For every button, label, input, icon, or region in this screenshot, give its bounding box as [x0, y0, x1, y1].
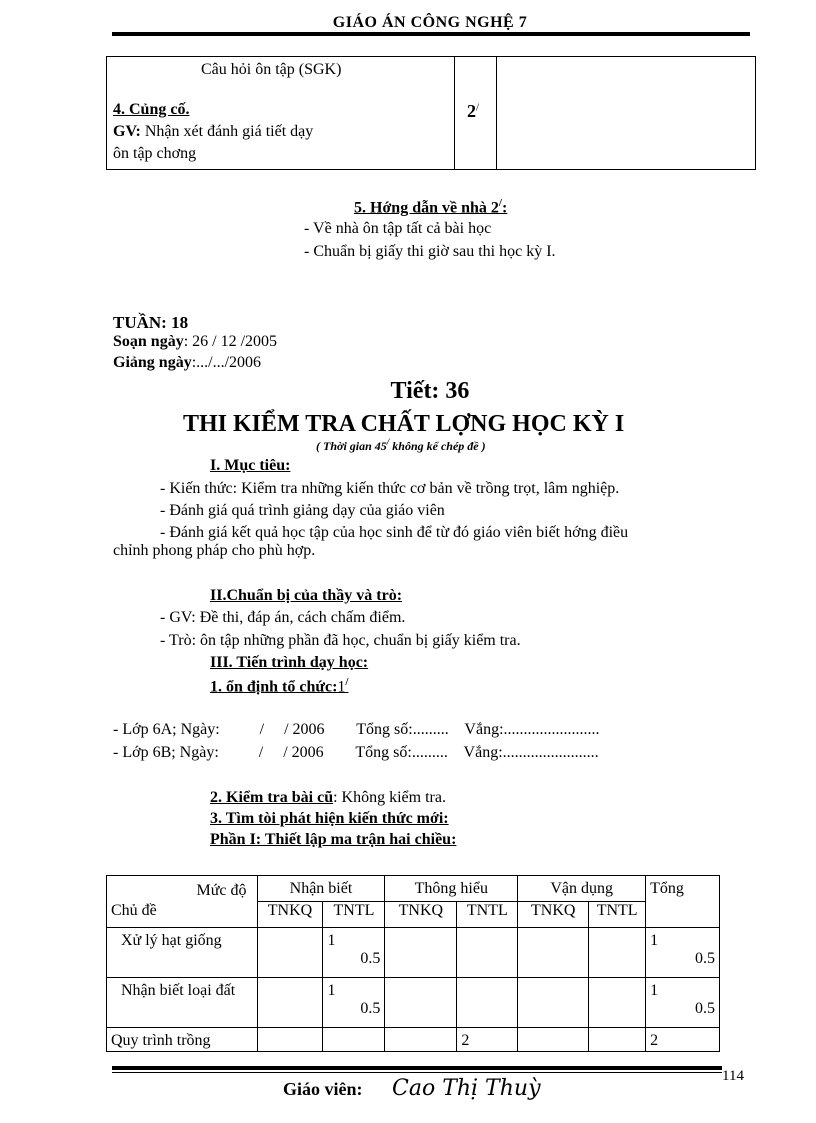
matrix-cell: [589, 928, 646, 978]
homework-heading: 5. Hớng dẫn về nhà 2/:: [354, 197, 508, 217]
homework-item-2: - Chuẩn bị giấy thi giờ sau thi học kỳ I.: [304, 243, 556, 260]
cell-score: 0.5: [360, 950, 381, 967]
page-number: 114: [722, 1068, 744, 1084]
matrix-topic: Quy trình trồng: [107, 1028, 258, 1052]
cell-count: 1: [327, 932, 336, 949]
header-rule: [112, 32, 750, 36]
matrix-row: [107, 978, 720, 1028]
matrix-topic: Xử lý hạt giống: [107, 928, 258, 978]
sub-header: TNTL: [323, 902, 385, 928]
cell-count: 1: [650, 982, 659, 999]
cell-count: 1: [327, 982, 336, 999]
objective-3: - Đánh giá kết quả học tập của học sinh để từ đó giáo viên biết hớng điều: [160, 524, 629, 541]
part-1-heading: Phần I: Thiết lập ma trận hai chiều:: [210, 831, 457, 848]
matrix-total: [646, 978, 720, 1028]
teacher-label: Giáo viên:: [283, 1079, 363, 1099]
preparation-heading: II.Chuẩn bị của thầy và trò:: [210, 587, 403, 604]
preparation-gv: - GV: Đề thi, đáp án, cách chấm điểm.: [160, 609, 406, 626]
lesson-subtitle: ( Thời gian 45/ không kể chép đề ): [316, 437, 486, 453]
matrix-corner: Mức độ Chủ đề: [107, 876, 258, 928]
matrix-cell: [323, 928, 385, 978]
objective-1: - Kiến thức: Kiểm tra những kiến thức cơ bản về trồng trọt, lâm nghiệp.: [160, 480, 620, 497]
group-apply: Vận dụng: [518, 876, 646, 902]
objective-3-cont: chỉnh phong pháp cho phù hợp.: [113, 542, 316, 559]
time-cell: 2/: [455, 57, 497, 170]
assessment-matrix: [106, 875, 720, 1052]
matrix-cell: [518, 978, 589, 1028]
notes-cell: [497, 57, 756, 170]
lesson-number: Tiết: 36: [390, 378, 470, 404]
lesson-title: THI KIỂM TRA CHẤT LỢNG HỌC KỲ I: [183, 411, 625, 437]
matrix-cell: [257, 978, 323, 1028]
homework-item-1: - Về nhà ôn tập tất cả bài học: [304, 220, 492, 237]
matrix-cell: [457, 978, 518, 1028]
sub-header: TNKQ: [385, 902, 457, 928]
matrix-total: [646, 928, 720, 978]
matrix-cell: [385, 928, 457, 978]
sub-header: TNKQ: [518, 902, 589, 928]
matrix-cell: [457, 928, 518, 978]
matrix-cell: 2: [457, 1028, 518, 1052]
cell-score: 0.5: [360, 1000, 381, 1017]
matrix-cell: [518, 928, 589, 978]
preparation-student: - Trò: ôn tập những phần đã học, chuẩn bị giấy kiểm tra.: [160, 632, 521, 649]
sub-header: TNTL: [457, 902, 518, 928]
step-1: 1. ổn định tổ chức:1/: [210, 676, 349, 696]
teacher-signature: Cao Thị Thuỳ: [392, 1076, 541, 1101]
cell-count: 1: [650, 932, 659, 949]
cell-score: 0.5: [695, 950, 715, 967]
total-header: Tổng: [646, 876, 720, 928]
class-6b-attendance: - Lớp 6B; Ngày: / / 2006 Tổng số:......... Vắng:........................: [113, 744, 599, 761]
matrix-cell: [323, 1028, 385, 1052]
matrix-cell: [257, 928, 323, 978]
matrix-row: [107, 1028, 720, 1052]
group-understand: Thông hiểu: [385, 876, 518, 902]
activity-cell: [107, 57, 455, 170]
step-3: 3. Tìm tòi phát hiện kiến thức mới:: [210, 810, 449, 827]
objective-2: - Đánh giá quá trình giảng dạy của giáo viên: [160, 502, 445, 519]
time-value: 2: [467, 101, 476, 121]
step-2: 2. Kiểm tra bài cũ: Không kiểm tra.: [210, 789, 446, 806]
matrix-cell: [589, 1028, 646, 1052]
cell-score: 0.5: [695, 1000, 715, 1017]
gv-comment: GV: Nhận xét đánh giá tiết dạy: [113, 123, 314, 140]
group-recognize: Nhận biết: [257, 876, 385, 902]
matrix-cell: [385, 978, 457, 1028]
running-header: GIÁO ÁN CÔNG NGHỆ 7: [332, 14, 528, 31]
footer-rule: [112, 1066, 722, 1070]
matrix-topic: Nhận biết loại đất: [107, 978, 258, 1028]
consolidation-heading: 4. Củng cố.: [113, 101, 190, 118]
matrix-cell: [385, 1028, 457, 1052]
gv-comment-cont: ôn tập chơng: [113, 145, 197, 162]
matrix-cell: [518, 1028, 589, 1052]
sub-header: TNTL: [589, 902, 646, 928]
matrix-cell: [589, 978, 646, 1028]
lesson-activity-table: [106, 56, 756, 170]
process-heading: III. Tiến trình dạy học:: [210, 654, 369, 671]
review-text: Câu hỏi ôn tập (SGK): [201, 61, 342, 78]
matrix-cell: [323, 978, 385, 1028]
objectives-heading: I. Mục tiêu:: [210, 457, 291, 474]
prepared-date: Soạn ngày: 26 / 12 /2005: [113, 333, 278, 350]
week-label: TUẦN: 18: [113, 313, 189, 332]
matrix-cell: [257, 1028, 323, 1052]
footer-rule-thin: [112, 1072, 722, 1073]
taught-date: Giảng ngày:.../.../2006: [113, 354, 262, 371]
matrix-total: 2: [646, 1028, 720, 1052]
sub-header: TNKQ: [257, 902, 323, 928]
matrix-row: [107, 928, 720, 978]
class-6a-attendance: - Lớp 6A; Ngày: / / 2006 Tổng số:......... Vắng:........................: [113, 721, 600, 738]
